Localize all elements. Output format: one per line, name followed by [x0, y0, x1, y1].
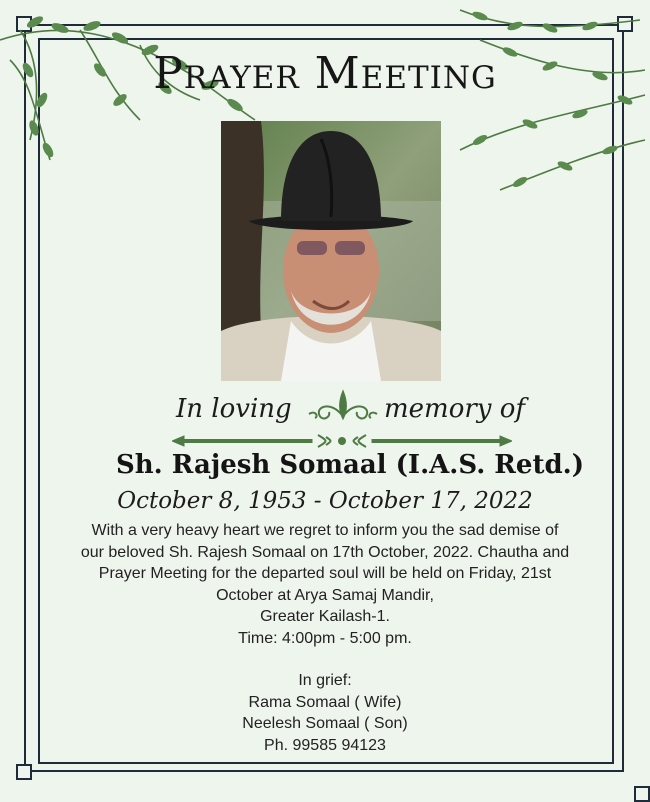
announcement-body [55, 520, 595, 756]
vine-top-right-icon [440, 0, 650, 210]
contact-phone: Ph. 99585 94123 [264, 736, 386, 754]
meeting-time: Time: 4:00pm - 5:00 pm. [238, 629, 412, 647]
message-line: With a very heavy heart we regret to inform you the sad demise of [91, 522, 559, 539]
message-line: Prayer Meeting for the departed soul will be held on Friday, 21st [98, 565, 552, 582]
memory-text-right: memory of [384, 394, 526, 424]
page-title: Prayer Meeting [153, 48, 497, 99]
grief-member: Rama Somaal ( Wife) [248, 693, 402, 711]
corner-ornament-bottom-left [16, 764, 32, 780]
deceased-name: Sh. Rajesh Somaal (I.A.S. Retd.) [115, 450, 584, 480]
message-line: October at Arya Samaj Mandir, [216, 586, 434, 604]
memory-heading [0, 388, 650, 434]
message-line: our beloved Sh. Rajesh Somaal on 17th October, 2022. Chautha and [80, 543, 570, 561]
divider-ornament-icon [172, 433, 512, 449]
grief-member: Neelesh Somaal ( Son) [242, 715, 408, 732]
message-line: Greater Kailash-1. [260, 608, 390, 625]
memory-text-left: In loving [176, 394, 292, 424]
life-dates: October 8, 1953 - October 17, 2022 [117, 488, 533, 514]
portrait-image [221, 121, 441, 381]
grief-heading: In grief: [298, 672, 352, 689]
portrait-photo [221, 121, 441, 381]
fleur-ornament-icon [305, 388, 381, 426]
